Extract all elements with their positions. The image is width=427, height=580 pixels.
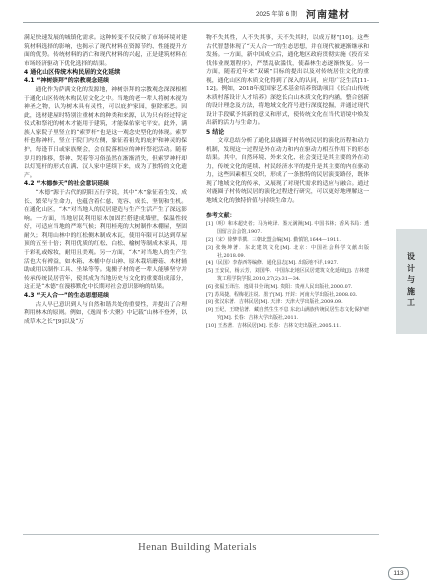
subsection-heading: 4.1 “神树崇拜”的宗教观念延续 xyxy=(24,78,110,85)
reference-item: [4]（民国）李春西等编修．通化县志[M]. 出版地不详,1927. xyxy=(206,260,339,267)
page-number: 113 xyxy=(388,567,409,580)
right-column xyxy=(206,34,369,331)
reference-item: [5] 王安民，杨云芳，刘国华．中国东北地区民居建筑文化延续[J]. 吉林建筑工程学院学报,2010,27(2):31—34. xyxy=(206,268,369,282)
subsection-heading: 4.3 “天人合一”的生态思想延续 xyxy=(24,292,110,299)
issue-label: 2025 年第 6 期 xyxy=(256,11,297,18)
reference-list xyxy=(206,221,369,330)
reference-item: [6] 张福玉译注．逸周书全译[M]. 贵阳：贵州人民出版社,2000.07. xyxy=(206,283,353,290)
reference-item: [8] 张汉东著．吉林民居[M]. 天津：天津大学出版社,2009.09. xyxy=(206,299,343,306)
footer-divider xyxy=(23,534,379,535)
paragraph: 文章总结分析了通化县鹿圈子村传统民居的演化历程和动力机制，发现这一过程是外在动力和内在驱动力相互作用下的形态结果。其中，自然环境、外来文化、社会变迁是其主要的外在动力，传统文化的延续、村民经济水平的提升是其主要的内在驱动力，这些因素相互交织，形成了一条独特的民居演变路径，既体现了地域文化的传承，又展现了对现代需求的适应与融合。通过对鹿圈子村传统民居的演化过程进行研究，可以更好地理解这一地域文化的独特价值与持续生命力。 xyxy=(206,138,369,204)
section-heading: 5 结论 xyxy=(206,129,225,137)
magazine-title: 河南建材 xyxy=(306,10,350,21)
subsection-heading: 4.2 “木德参天”的社会意识延续 xyxy=(24,181,110,188)
section-heading: 4 通化山区传统木构民居的文化延续 xyxy=(24,69,121,77)
reference-item: [1]（明）和本超史者；马为纯译．鉴元满洲[M]. 中国书林；香风书局：透国留言会会馆,1907. xyxy=(206,221,369,236)
journal-footer: Henan Building Materials xyxy=(138,542,257,553)
paragraph: 满足快速发展的城镇化需求。这种转变不仅反映了市场环境对建筑材料选择的影响，也揭示了现代材料在资源节约、性能提升方面的优势。传统材料的消亡和现代材料的兴起，正是建筑材料在市场经济驱动下优化选择的结果。 xyxy=(24,35,187,67)
paragraph: 通化作为萨满文化的发源地，神树崇拜的宗教观念深深根植于通化山区传统木构民居文化之中。当地的老一辈人将树木视为神圣之物，认为树木具有灵性，可以庇护家园，驱除邪恶。因此，选材建屋时特别注重树木的种类和来源，认为只有经过特定仪式和祭祀的树木才能用于建筑，才能保佑家宅平安。此外，满族人家院子里竖立的“索罗杆”也是这一观念史型化的体现。索罗杆也称神杆，竖立于院门内左侧，象征着祖先的庇护和神灵的保护，每逢节日或家族聚会，会在院落相应的神杆祭祀活动。随着岁月的推移，祭神、哭着等习俗虽然在渐渐消失，但索罗神杆却以灯笼杆的形式在满、汉人家中延续下来，成为了独特的文化遗产。 xyxy=(24,87,187,179)
section-tab-char: 工 xyxy=(407,297,415,307)
paragraph: 物不失其性，人不失其事，天不失其时，以成万财”[10]。这些古代智慧体现了“天人合一”的生态思想，并在现代被逐渐继承和发扬。一方面，新中国成立后，通化地区政府贯彻实施《投育采伐伟业规划程序》，严禁乱砍滥伐，使森林生态逐渐恢复。另一方面，随着近年来“双碳”目标的提出以及对传统居住文化的重视，通化山区的木质文化得到了深入的认同，应用广泛生活[11-12]。例如，2018年度国家艺术基金培养资助项目《长白山传统木质村落设计人才培养》深挖长白山木质文化的内涵，整合创新的设计理念及方法，将地域文化符号进行深度挖掘，并通过现代设计手段赋予其新的意义和形式，使传统文化在当代语境中焕发出新的活力与生命力。 xyxy=(206,35,369,127)
section-tab-char: 施 xyxy=(407,285,415,296)
references-heading: 参考文献： xyxy=(206,212,236,220)
left-column xyxy=(24,34,187,326)
paragraph: 古人早已意识到人与自然和谐共处的重要性，并提出了合理利用林木的原则。例如，《逸周书·大聚》中记载“山林不登斧，以成草木之长”[9]以及“万 xyxy=(24,301,187,325)
header-divider xyxy=(23,22,379,23)
reference-item: [10] 王杰著．吉林民居[M]. 长春：吉林文史出版社,2005.11. xyxy=(206,322,341,329)
paragraph: “木德”源于古代的阴阳五行学说，其中“木”象征着生发、成长、繁荣与生命力，也蕴含着仁慈、宽容、成长、坚韧和生机。在通化山区，“木”对当地人的民居建造与生产生活产生了深远影响。一方面，当地居民利用原木加固拦搭建成墙壁，保温性较好，可适应当地的严寒气候；利用桂苑的大树制作木棚屋，坚固耐久；利用山林中的红松侧木制成木瓦，使用年限可以达到草屋顶的五至十倍；利用优质的红松、白松、榆树等制成木家具，用于彩礼或嫁妆，耐用且美观。另一方面，“木”对当地人的生产生活也大有裨益，如木箱、木桶中存山神、原木栽培蘑菇、木材辅助或用以制作工具、坐垛等等。鬼搬子材的老一辈人能够坚守并传承传统民居营年，使其成为当地历史与文化的重要组成部分，这正是“木德”在漫移默化中长期对社会意识影响的结果。 xyxy=(24,190,187,291)
section-tab-char: 与 xyxy=(407,274,415,284)
reference-item: [9] 王纪，王晓信著．藏自然生生不息 东北山满族传统民居生态文化保护研究[M]. 长春：吉林大学出版社,2011. xyxy=(206,307,369,321)
section-tab-char: 设 xyxy=(407,251,415,261)
reference-item: [7] 苏凤捷，程梅花注说．墨子[M]. 开封：河南大学出版社,2008.03. xyxy=(206,291,358,298)
section-tab-char: 计 xyxy=(407,262,415,273)
reference-item: [2]（宋）徐梦莘撰．三朝北盟会编[M]. 勤慎馆,1644—1911. xyxy=(206,236,341,243)
reference-item: [3] 张焕坤著．东北建筑文化[M]. 北京：中国社会科学文献出版社,2018.09. xyxy=(206,244,369,259)
section-tab-label xyxy=(405,251,417,309)
